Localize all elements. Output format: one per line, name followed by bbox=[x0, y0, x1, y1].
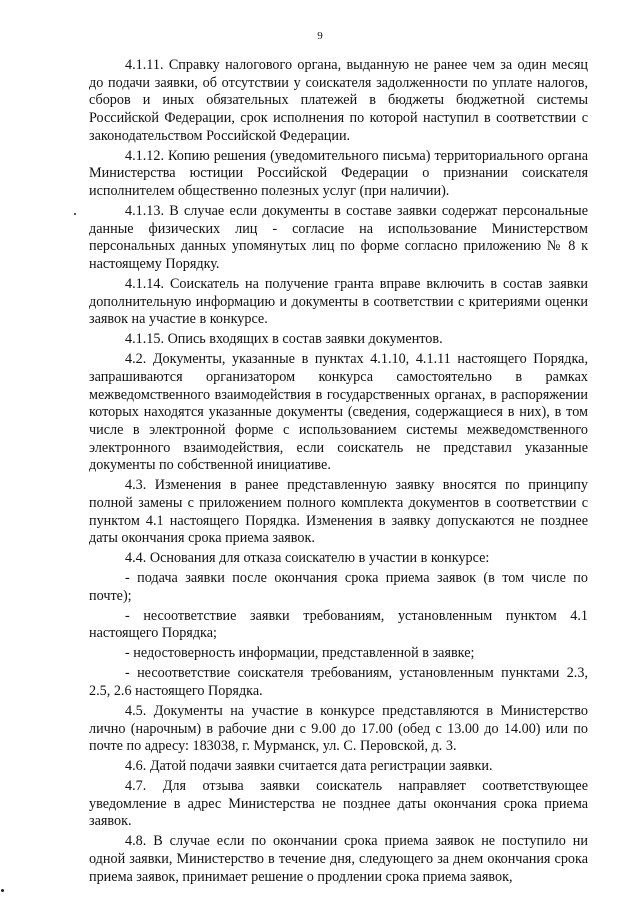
document-body bbox=[89, 57, 588, 889]
paragraph-4-7: 4.7. Для отзыва заявки соискатель направляет соответствующее уведомление в адрес Министерства не позднее даты окончания срока приема заявок. bbox=[89, 778, 588, 830]
paragraph-4-8: 4.8. В случае если по окончании срока приема заявок не поступило ни одной заявки, Министерство в течение дня, следующего за днем окончания срока приема заявок, принимает решение о продлении срока приема заявок, bbox=[89, 833, 588, 885]
scan-artifact-dot bbox=[1, 889, 4, 892]
paragraph-4-1-14: 4.1.14. Соискатель на получение гранта вправе включить в состав заявки дополнительную информацию и документы в соответствии с критериями оценки заявок на участие в конкурсе. bbox=[89, 276, 588, 328]
paragraph-4-1-12: 4.1.12. Копию решения (уведомительного письма) территориального органа Министерства юстиции Российской Федерации о признании соискателя исполнителем общественно полезных услуг (при наличии). bbox=[89, 147, 588, 200]
list-item-application-mismatch: - несоответствие заявки требованиям, установленным пунктом 4.1 настоящего Порядка; bbox=[89, 607, 588, 642]
paragraph-4-1-15: 4.1.15. Опись входящих в состав заявки документов. bbox=[125, 331, 443, 348]
paragraph-4-1-11: 4.1.11. Справку налогового органа, выданную не ранее чем за один месяц до подачи заявки, об отсутствии у соискателя задолженности по уплате налогов, сборов и иных обязательных платежей в бюджеты бюджетной системы Российской Федерации, срок исполнения по которой наступил в соответствии с законодательством Российской Федерации. bbox=[89, 57, 588, 144]
scan-artifact-dot bbox=[74, 213, 76, 215]
list-item-applicant-mismatch: - несоответствие соискателя требованиям, установленным пунктами 2.3, 2.5, 2.6 настоящего Порядка. bbox=[89, 665, 588, 699]
list-item-late-submission: - подача заявки после окончания срока приема заявок (в том числе по почте); bbox=[89, 570, 588, 604]
paragraph-4-2: 4.2. Документы, указанные в пунктах 4.1.10, 4.1.11 настоящего Порядка, запрашиваются организатором конкурса самостоятельно в рамках межведомственного взаимодействия в государственных органах, в распоряжении которых находятся указанные документы (сведения, содержащиеся в них), в том числе в электронной форме с использованием системы межведомственного электронного взаимодействия, если соискатель не представил указанные документы по собственной инициативе. bbox=[89, 351, 588, 474]
list-item-false-information: - недостоверность информации, представленной в заявке; bbox=[125, 645, 475, 662]
paragraph-4-6: 4.6. Датой подачи заявки считается дата регистрации заявки. bbox=[125, 758, 493, 775]
paragraph-4-3: 4.3. Изменения в ранее представленную заявку вносятся по принципу полной замены с приложением полного комплекта документов в соответствии с пунктом 4.1 настоящего Порядка. Изменения в заявку допускаются не позднее даты окончания срока приема заявок. bbox=[89, 477, 588, 547]
paragraph-4-1-13: 4.1.13. В случае если документы в составе заявки содержат персональные данные физических лиц - согласие на использование Министерством персональных данных упомянутых лиц по форме согласно приложению № 8 к настоящему Порядку. bbox=[89, 203, 588, 273]
page-number: 9 bbox=[317, 30, 323, 42]
paragraph-4-5: 4.5. Документы на участие в конкурсе представляются в Министерство лично (нарочным) в рабочие дни с 9.00 до 17.00 (обед с 13.00 до 14.00) или по почте по адресу: 183038, г. Мурманск, ул. С. Перовской, д. 3. bbox=[89, 702, 588, 755]
paragraph-4-4: 4.4. Основания для отказа соискателю в участии в конкурсе: bbox=[125, 550, 490, 567]
